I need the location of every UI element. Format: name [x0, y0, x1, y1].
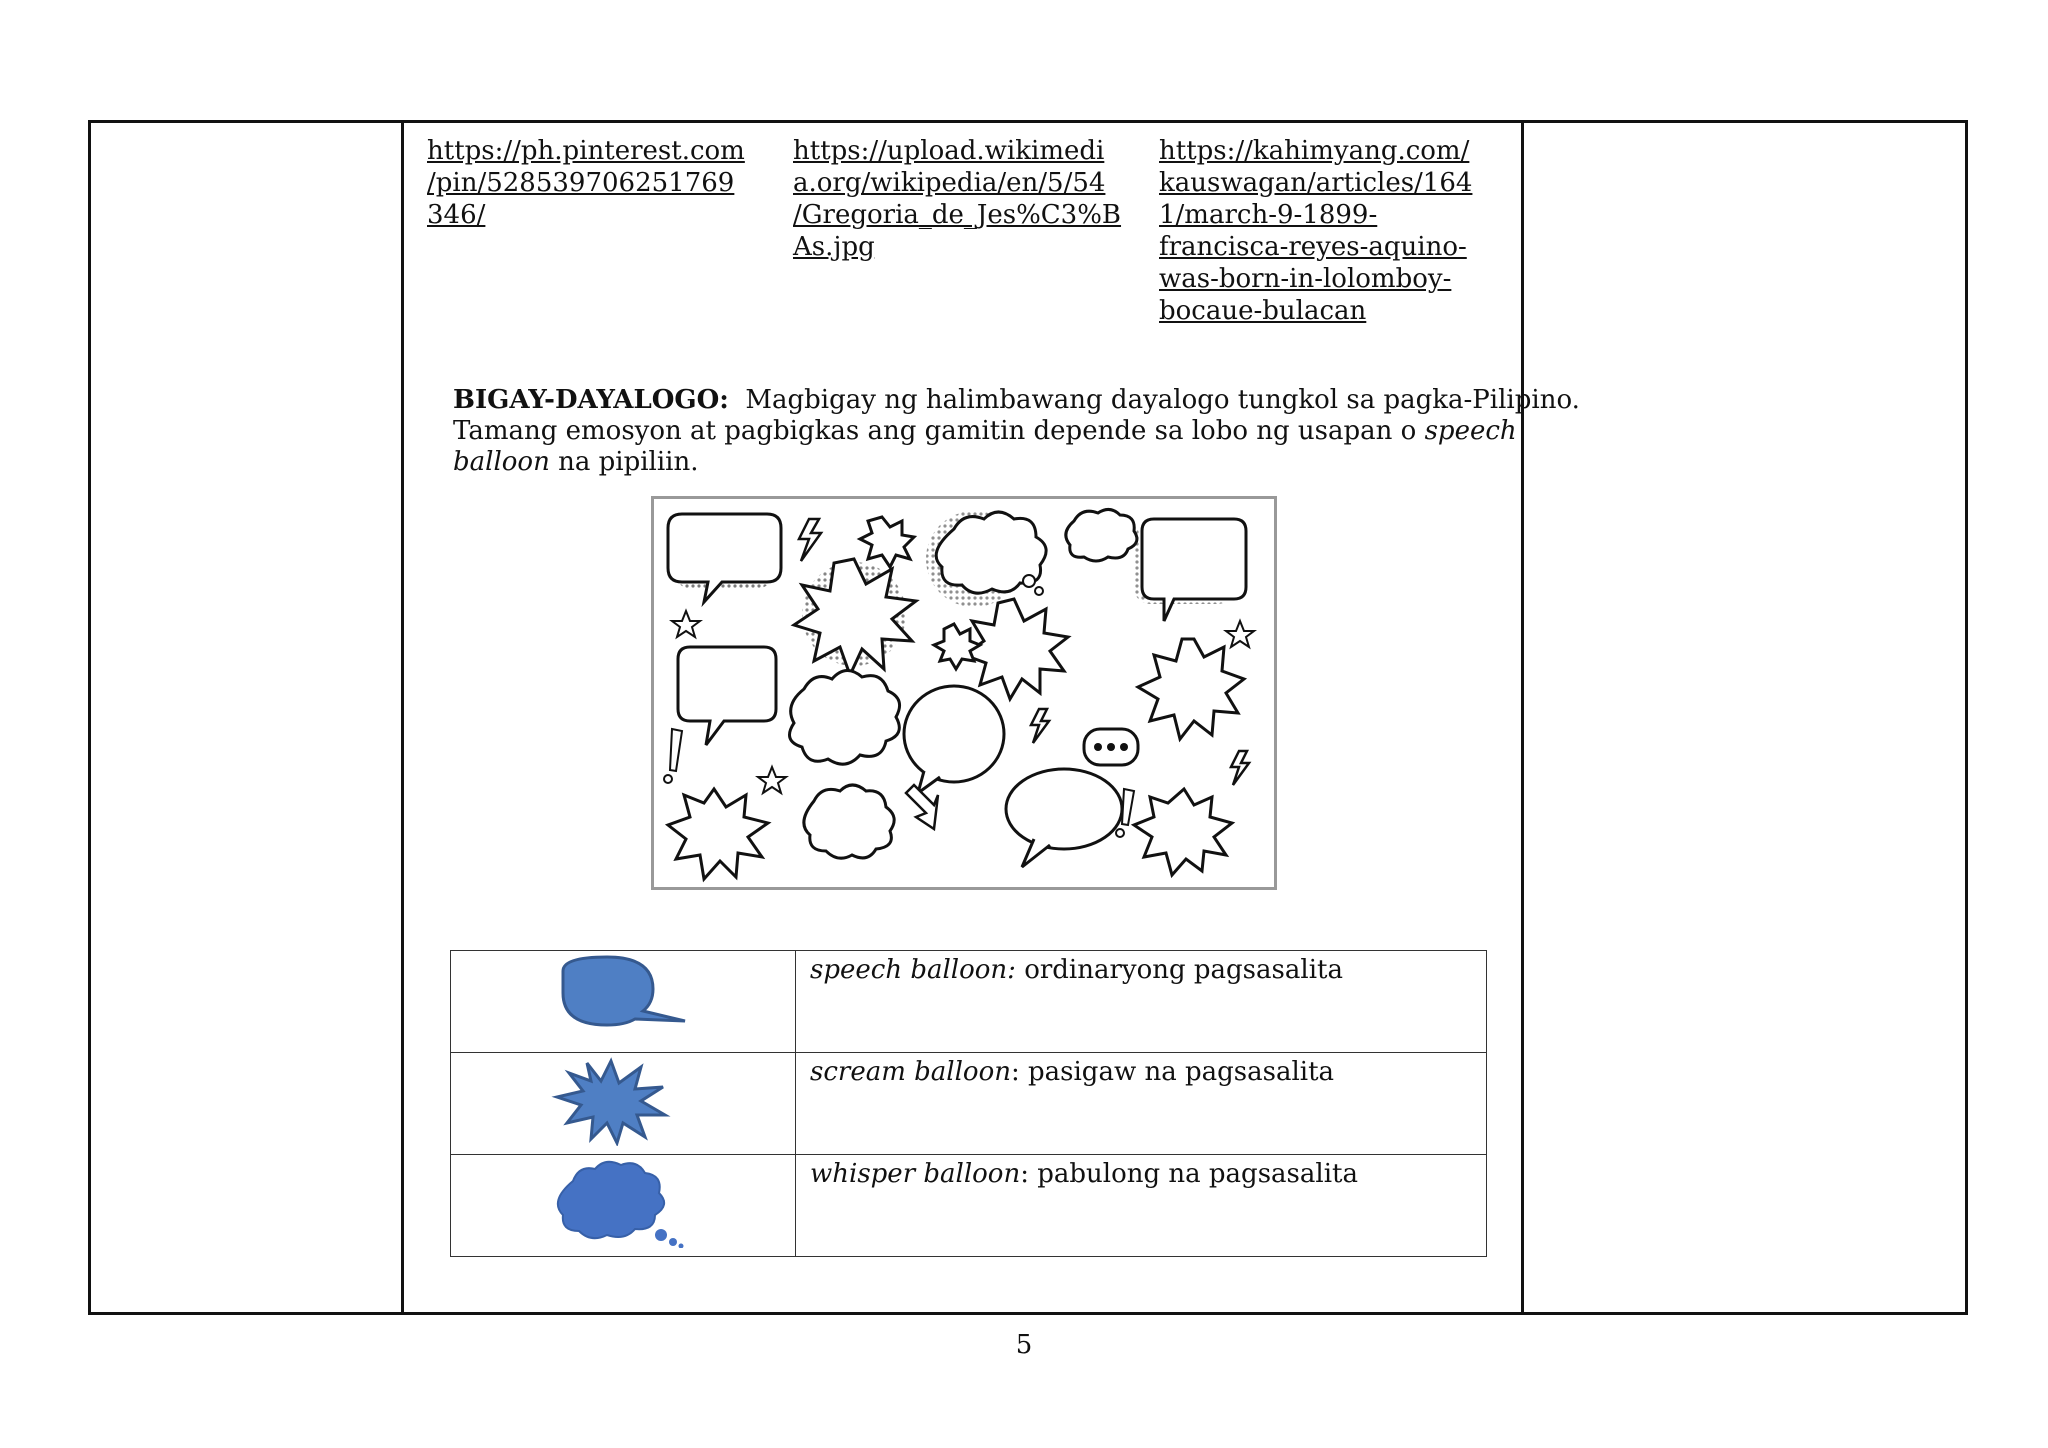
comic-balloons-image	[654, 499, 1274, 887]
table-row	[451, 1155, 1487, 1257]
activity-instructions	[453, 385, 1603, 478]
table-row	[451, 951, 1487, 1053]
legend-desc: ordinaryong pagsasalita	[1024, 955, 1343, 985]
activity-text-end: na pipiliin.	[558, 447, 699, 477]
page-number: 5	[1015, 1330, 1033, 1360]
small-cloud-icon	[1066, 509, 1137, 561]
legend-icon-cell	[451, 1155, 796, 1257]
arrow-icon	[906, 785, 938, 829]
bottom-left-burst-icon	[668, 789, 768, 879]
legend-desc: : pabulong na pagsasalita	[1020, 1159, 1358, 1189]
bottom-oval-balloon-icon	[1006, 769, 1122, 867]
column-divider-1	[401, 123, 404, 1312]
exclamation-icon-2	[1122, 789, 1134, 825]
burst-balloon-icon	[794, 559, 916, 675]
star-icon-2	[758, 767, 786, 793]
legend-desc: : pasigaw na pagsasalita	[1010, 1057, 1335, 1087]
balloon-legend-table	[450, 950, 1487, 1257]
exclamation-icon	[670, 729, 682, 771]
legend-text-cell	[796, 951, 1487, 1053]
activity-text: Magbigay ng halimbawang dayalogo tungkol sa pagka-Pilipino. Tamang emosyon at pagbigkas ang gamitin depende sa lobo ng usapan o	[453, 385, 1580, 446]
legend-text-cell	[796, 1155, 1487, 1257]
star-icon	[672, 611, 700, 637]
legend-term: whisper balloon	[810, 1159, 1021, 1189]
lightning-icon-3	[1231, 751, 1249, 785]
oval-balloon-icon	[904, 686, 1004, 793]
link-wikimedia[interactable]: https://upload.wikimedi a.org/wikipedia/en/5/54 /Gregoria_de_Jes%C3%B As.jpg	[793, 136, 1122, 262]
column-divider-2	[1521, 123, 1524, 1312]
lightning-icon	[799, 519, 821, 561]
legend-text-cell	[796, 1053, 1487, 1155]
cloud-balloon-icon	[926, 511, 1046, 607]
small-burst-icon	[860, 517, 914, 567]
small-star-burst-icon	[934, 624, 980, 669]
link-pinterest[interactable]: https://ph.pinterest.com /pin/528539706251769 346/	[427, 136, 745, 230]
legend-icon-cell	[451, 1053, 796, 1155]
lightning-icon-2	[1031, 709, 1049, 743]
rect-balloon-right-icon	[1134, 519, 1246, 621]
activity-heading: BIGAY-DAYALOGO:	[453, 385, 729, 415]
link-kahimyang[interactable]: https://kahimyang.com/ kauswagan/articles/164 1/march-9-1899- francisca-reyes-aquino- was-born-in-lolomboy- bocaue-bulacan	[1159, 136, 1473, 326]
scream-balloon-icon	[451, 1053, 795, 1146]
bottom-cloud-icon	[804, 785, 894, 858]
legend-term: speech balloon:	[810, 955, 1016, 985]
rect-balloon-left-icon	[678, 647, 776, 745]
activity-italic-term: speech balloon	[453, 416, 1517, 477]
table-row	[451, 1053, 1487, 1155]
legend-icon-cell	[451, 951, 796, 1053]
bottom-right-burst-icon	[1134, 789, 1232, 875]
star-burst-icon	[964, 599, 1068, 699]
star-icon-3	[1226, 621, 1254, 647]
rect-balloon-icon	[668, 514, 781, 602]
right-burst-icon	[1138, 639, 1244, 739]
cloud-burst-icon	[790, 670, 900, 764]
speech-balloons-illustration	[651, 496, 1277, 890]
whisper-balloon-icon	[451, 1155, 795, 1248]
speech-balloon-icon	[451, 951, 795, 1044]
ellipsis-balloon-icon	[1084, 729, 1138, 765]
legend-term: scream balloon	[810, 1057, 1011, 1087]
